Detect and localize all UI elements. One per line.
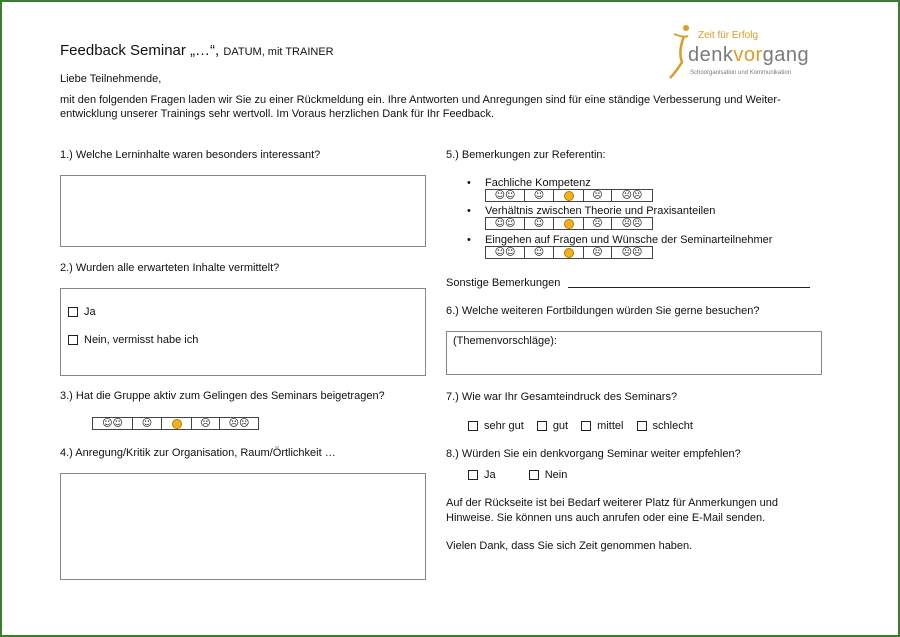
question-5-label: 5.) Bemerkungen zur Referentin:: [446, 149, 606, 161]
option-label: gut: [552, 420, 569, 432]
rating-neutral-selected[interactable]: [554, 246, 584, 259]
rating-neutral-selected[interactable]: [162, 417, 192, 430]
checkbox-icon[interactable]: [529, 470, 539, 480]
option-very-good[interactable]: [468, 420, 524, 432]
title-main: Feedback Seminar „…“,: [60, 42, 220, 59]
question-1-label: 1.) Welche Lerninhalte waren besonders interessant?: [60, 149, 321, 161]
option-yes[interactable]: [468, 469, 496, 481]
neutral-smiley-icon: [172, 419, 182, 429]
logo-wordmark: [688, 44, 809, 67]
q5-item-3-rating-scale: [485, 246, 653, 259]
question-7-label: 7.) Wie war Ihr Gesamteindruck des Seminars?: [446, 391, 678, 403]
logo-word-1: denk: [688, 44, 734, 66]
rating-good[interactable]: ☺: [133, 417, 162, 430]
checkbox-icon[interactable]: [468, 470, 478, 480]
question-3-label: 3.) Hat die Gruppe aktiv zum Gelingen des Seminars beigetragen?: [60, 390, 385, 402]
checkbox-icon[interactable]: [68, 307, 78, 317]
rating-bad[interactable]: ☹: [192, 417, 220, 430]
rating-very-bad[interactable]: ☹☹: [612, 217, 653, 230]
question-4-answer-field[interactable]: [60, 473, 426, 580]
option-medium[interactable]: [581, 420, 623, 432]
neutral-smiley-icon: [564, 248, 574, 258]
rating-very-good[interactable]: ☺☺: [92, 417, 133, 430]
question-2-label: 2.) Wurden alle erwarteten Inhalte vermittelt?: [60, 262, 280, 274]
question-6-label: 6.) Welche weiteren Fortbildungen würden Sie gerne besuchen?: [446, 305, 760, 317]
rating-neutral-selected[interactable]: [554, 189, 584, 202]
rating-good[interactable]: ☺: [525, 246, 554, 259]
option-no[interactable]: [529, 469, 568, 481]
q5-item-3: • Eingehen auf Fragen und Wünsche der Seminarteilnehmer: [485, 233, 772, 247]
checkbox-icon[interactable]: [537, 421, 547, 431]
intro-line-2: entwicklung unserer Trainings sehr wertvoll. Im Voraus herzlichen Dank für Ihr Feedback.: [60, 108, 495, 120]
question-3-rating-scale: [92, 417, 259, 430]
option-label: schlecht: [652, 420, 693, 432]
option-good[interactable]: [537, 420, 568, 432]
greeting: Liebe Teilnehmende,: [60, 73, 162, 85]
option-label: Nein: [544, 469, 568, 481]
rating-good[interactable]: ☺: [525, 217, 554, 230]
checkbox-icon[interactable]: [581, 421, 591, 431]
rating-bad[interactable]: ☹: [584, 246, 612, 259]
neutral-smiley-icon: [564, 191, 574, 201]
question-2-option-no[interactable]: [68, 333, 198, 347]
question-2-option-yes[interactable]: [68, 305, 96, 319]
neutral-smiley-icon: [564, 219, 574, 229]
question-2-answer-box: [60, 288, 426, 376]
option-no-label: Nein, vermisst habe ich: [84, 334, 199, 346]
q5-item-1-rating-scale: [485, 189, 653, 202]
option-yes-label: Ja: [84, 306, 96, 318]
rating-very-good[interactable]: ☺☺: [485, 189, 525, 202]
question-7-options: [468, 419, 693, 433]
footer-note-line-1: Auf der Rückseite ist bei Bedarf weiterer Platz für Anmerkungen und: [446, 497, 779, 509]
option-label: sehr gut: [484, 420, 524, 432]
question-6-answer-field[interactable]: [446, 331, 822, 375]
option-bad[interactable]: [637, 420, 693, 432]
checkbox-icon[interactable]: [68, 335, 78, 345]
footer-note-line-2: Hinweise. Sie können uns auch anrufen oder eine E-Mail senden.: [446, 512, 766, 524]
question-8-options: [468, 468, 567, 482]
intro-line-1: mit den folgenden Fragen laden wir Sie zu einer Rückmeldung ein. Ihre Antworten und Anregungen sind für eine ständige Verbesserung und Weiter-: [60, 94, 781, 106]
rating-very-good[interactable]: ☺☺: [485, 246, 525, 259]
question-4-label: 4.) Anregung/Kritik zur Organisation, Raum/Örtlichkeit …: [60, 447, 336, 459]
option-label: mittel: [597, 420, 624, 432]
logo-word-2: vor: [733, 44, 763, 66]
rating-bad[interactable]: ☹: [584, 189, 612, 202]
question-6-placeholder: (Themenvorschläge):: [453, 335, 557, 347]
q5-other-remarks-line[interactable]: [568, 287, 810, 288]
q5-item-1: • Fachliche Kompetenz: [485, 176, 591, 190]
q5-other-remarks-label: Sonstige Bemerkungen: [446, 277, 561, 289]
question-8-label: 8.) Würden Sie ein denkvorgang Seminar weiter empfehlen?: [446, 448, 741, 460]
rating-good[interactable]: ☺: [525, 189, 554, 202]
option-label: Ja: [484, 469, 496, 481]
rating-very-good[interactable]: ☺☺: [485, 217, 525, 230]
title-subtitle: DATUM, mit TRAINER: [223, 46, 334, 58]
checkbox-icon[interactable]: [468, 421, 478, 431]
rating-neutral-selected[interactable]: [554, 217, 584, 230]
logo-subtitle: Schoorganisation und Kommunikation: [690, 70, 792, 76]
rating-bad[interactable]: ☹: [584, 217, 612, 230]
rating-very-bad[interactable]: ☹☹: [612, 246, 653, 259]
page-title: [60, 42, 334, 59]
question-1-answer-field[interactable]: [60, 175, 426, 247]
footer-thanks: Vielen Dank, dass Sie sich Zeit genommen haben.: [446, 540, 693, 552]
rating-very-bad[interactable]: ☹☹: [220, 417, 259, 430]
logo-word-3: gang: [762, 44, 810, 66]
q5-item-2-rating-scale: [485, 217, 653, 230]
q5-item-2: • Verhältnis zwischen Theorie und Praxisanteilen: [485, 204, 715, 218]
checkbox-icon[interactable]: [637, 421, 647, 431]
logo-tagline: Zeit für Erfolg: [698, 30, 759, 41]
rating-very-bad[interactable]: ☹☹: [612, 189, 653, 202]
